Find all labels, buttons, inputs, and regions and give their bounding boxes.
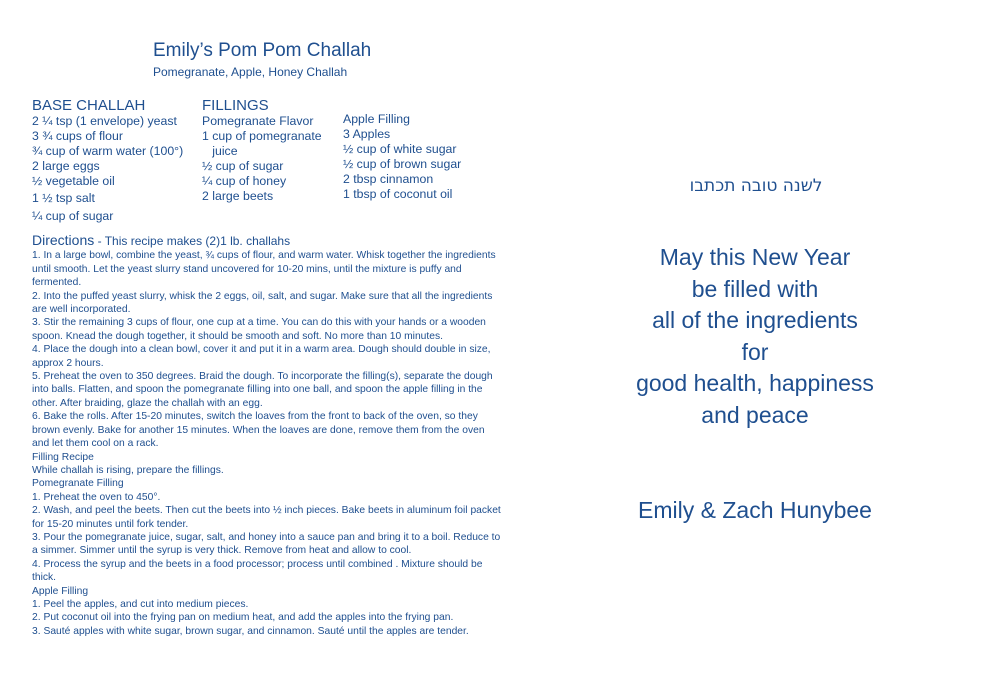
pomegranate-flavor-heading: Pomegranate Flavor [202,114,314,128]
fillings-heading: FILLINGS [202,97,269,114]
direction-line: 3. Sauté apples with white sugar, brown sugar, and cinnamon. Sauté until the apples are tender. [32,625,469,637]
hebrew-greeting: לשנה טובה תכתבו [689,176,823,196]
ingredient: 2 tbsp cinnamon [343,172,434,186]
greeting-line: May this New Year [659,244,851,270]
pomegranate-ingredient-list [202,114,322,204]
ingredient: ¼ cup of sugar [32,209,114,223]
apple-ingredient-list [343,112,461,202]
directions-yield: - This recipe makes (2)1 lb. challahs [94,234,291,248]
ingredient: 1 cup of pomegranate [202,129,322,143]
direction-line: 1. In a large bowl, combine the yeast, ¾ cups of flour, and warm water. Whisk together the ingredients until smooth. Let the yeast slurry stand uncovered for 10-20 mins, until the mixture is puffy and fermented. [32,250,496,289]
direction-line: 2. Wash, and peel the beets. Then cut the beets into ½ inch pieces. Bake beets in aluminum foil packet for 15-20 minutes until fork tender. [32,505,501,530]
directions-section [32,232,502,638]
ingredient: ¼ cup of honey [202,174,287,188]
apple-filling-directions-heading: Apple Filling [32,585,89,597]
ingredient: 2 large beets [202,189,274,203]
ingredient: 3 ¾ cups of flour [32,129,123,143]
greeting-line: be filled with [691,275,819,302]
direction-line: 6. Bake the rolls. After 15-20 minutes, switch the loaves from the front to back of the oven, so they brown evenly. Bake for another 15 minutes. When the loaves are done, remove them from the oven and let them cool on a rack. [32,411,485,450]
base-challah-heading: BASE CHALLAH [32,97,146,114]
direction-line: 4. Place the dough into a clean bowl, cover it and put it in a warm area. Dough should double in size, approx 2 hours. [32,344,491,369]
ingredient: ¾ cup of warm water (100°) [32,144,184,158]
directions-heading: Directions [32,232,95,248]
signature: Emily & Zach Hunybee [638,497,872,523]
direction-line: While challah is rising, prepare the fillings. [32,464,224,476]
ingredient: 1 ½ tsp salt [32,191,95,205]
ingredient: ½ vegetable oil [32,174,115,188]
ingredient: 2 ¼ tsp (1 envelope) yeast [32,114,177,128]
direction-line: 1. Peel the apples, and cut into medium pieces. [32,598,249,610]
ingredient: ½ cup of brown sugar [343,157,462,171]
direction-line: 2. Put coconut oil into the frying pan on medium heat, and add the apples into the frying pan. [32,612,454,624]
ingredient: juice [202,144,238,158]
direction-line: 3. Stir the remaining 3 cups of flour, one cup at a time. You can do this with your hands or a wooden spoon. Knead the dough together, it should be smooth and soft. No more than 10 minutes. [32,317,486,342]
recipe-title: Emily’s Pom Pom Challah [153,40,372,61]
direction-line: 3. Pour the pomegranate juice, sugar, salt, and honey into a sauce pan and bring it to a boil. Reduce to a simmer. Simmer until the syrup is very thick. Remove from heat and allow to cool. [32,531,501,557]
base-ingredient-list [32,114,183,224]
direction-line: 4. Process the syrup and the beets in a food processor; process until combined . Mixture should be thick. [32,558,483,584]
ingredient: 1 tbsp of coconut oil [343,187,453,201]
direction-line: 2. Into the puffed yeast slurry, whisk the 2 eggs, oil, salt, and sugar. Make sure that all the ingredients are well incorporated. [32,290,493,316]
ingredient: ½ cup of sugar [202,159,284,173]
ingredient: 2 large eggs [32,159,100,173]
greeting-line: good health, happiness [636,370,874,396]
directions-heading-row [32,232,502,249]
direction-line: 1. Preheat the oven to 450°. [32,491,161,503]
apple-filling-heading: Apple Filling [343,112,410,126]
greeting-line: for [741,338,769,365]
ingredient: 3 Apples [343,127,391,141]
new-year-greeting [600,242,910,431]
ingredient: ½ cup of white sugar [343,142,457,156]
direction-line: 5. Preheat the oven to 350 degrees. Braid the dough. To incorporate the filling(s), separate the dough into balls. Flatten, and spoon the pomegranate filling into one ball, and spoon the apple filling in the other. After braiding, glaze the challah with an egg. [32,371,493,409]
pomegranate-filling-heading: Pomegranate Filling [32,478,124,490]
greeting-line: and peace [701,401,809,428]
filling-recipe-heading: Filling Recipe [32,451,94,463]
recipe-subtitle: Pomegranate, Apple, Honey Challah [153,65,348,79]
greeting-line: all of the ingredients [652,307,858,333]
